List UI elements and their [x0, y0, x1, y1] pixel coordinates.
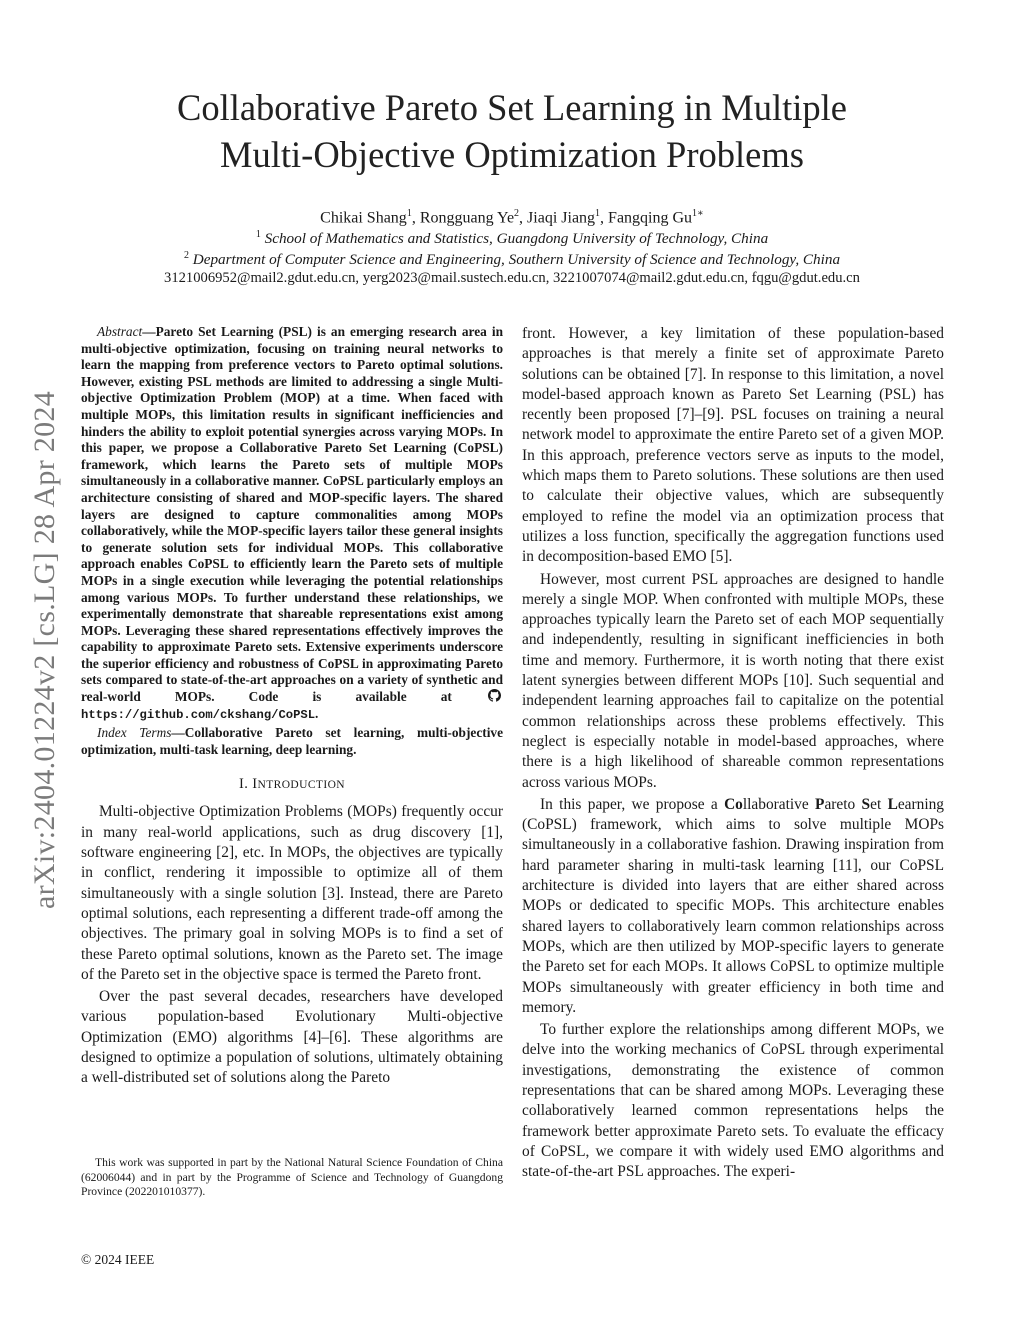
copsl-intro-paragraph	[522, 795, 944, 1018]
copsl-text: In this paper, we propose a	[540, 795, 725, 813]
abstract-text: —Pareto Set Learning (PSL) is an emerging research area in multi-objective optimization, focusing on training neural networks to learn the mapping from preference vectors to Pareto optimal solutions. However, existing PSL methods are limited to addressing a single Multi-objective Optimization Problem (MOP) at a time. When faced with multiple MOPs, this limitation results in significant inefficiencies and hinders the ability to exploit potential synergies across varying MOPs. In this paper, we propose a Collaborative Pareto Set Learning (CoPSL) framework, which learns the Pareto sets of multiple MOPs simultaneously in a collaborative manner. CoPSL particularly employs an architecture consisting of shared and MOP-specific layers. The shared layers are designed to capture commonalities among MOPs collaboratively, while the MOP-specific layers tailor these general insights to generate solution sets for individual MOPs. This collaborative approach enables CoPSL to efficiently learn the Pareto sets of multiple MOPs in a single execution while leveraging the potential relationships among various MOPs. To further understand these relationships, we experimentally demonstrate that shareable representations exist among MOPs. Leveraging these shared representations effectively improves the capability to approximate Pareto sets. Extensive experiments underscore the superior efficiency and robustness of CoPSL in approximating Pareto sets compared to state-of-the-art approaches on a variety of synthetic and real-world MOPs. Code is available at	[81, 324, 503, 705]
abstract	[81, 324, 503, 723]
author-sup: 1	[595, 208, 601, 219]
body-paragraph: front. However, a key limitation of these population-based approaches is that merely a finite set of approximate Pareto solutions can be obtained [7]. In response to this limitation, a novel model-based approach known as Pareto Set Learning (PSL) has recently been proposed [7]–[9]. PSL focuses on training a neural network model to approximate the entire Pareto set of a given MOP. In this approach, preference vectors serve as inputs to the model, which maps them to Pareto solutions. These solutions are then used to calculate their objective values, which are subsequently employed to refine the model via an optimization process that utilizes a loss function, specifically the aggregation functions used in decomposition-based EMO [5].	[522, 325, 944, 566]
author-name: Rongguang Ye	[419, 209, 515, 227]
affiliation-2-text: Department of Computer Science and Engineering, Southern University of Science and Technology, China	[192, 251, 841, 269]
intro-paragraph: Multi-objective Optimization Problems (MOPs) frequently occur in many real-world applications, such as drug discovery [1], software engineering [2], etc. In MOPs, the objectives are typically in conflict, rendering it impossible to optimize all of them simultaneously with a single solution [3]. Instead, there are Pareto optimal solutions, each representing a different trade-off among the objectives. The primary goal in solving MOPs is to find a set of these Pareto optimal solutions, known as the Pareto set. The image of the Pareto set in the objective space is termed the Pareto front.	[81, 803, 503, 983]
copsl-text: areto	[824, 795, 862, 813]
author-name: Jiaqi Jiang	[527, 209, 596, 227]
arxiv-stamp	[20, 350, 70, 950]
affiliation-1-text: School of Mathematics and Statistics, Guangdong University of Technology, China	[264, 230, 769, 248]
body-paragraph: To further explore the relationships among different MOPs, we delve into the working mechanics of CoPSL through experimental investigations, demonstrating the existence of common representations that can be shared among MOPs. Leveraging these collaboratively learned common representations helps the framework better approximate Pareto sets. To evaluate the efficacy of CoPSL, we compare it with widely used EMO algorithms and state-of-the-art PSL approaches. The experi-	[522, 1021, 944, 1181]
index-text: —Collaborative Pareto set learning, multi-objective optimization, multi-task learning, deep learning.	[81, 725, 503, 757]
copsl-bold: S	[861, 795, 871, 813]
author-sup: 1	[406, 208, 412, 219]
copsl-bold: P	[815, 795, 825, 813]
title-line-1: Collaborative Pareto Set Learning in Multiple	[176, 87, 848, 128]
intro-paragraph: Over the past several decades, researchers have developed various population-based Evolutionary Multi-objective Optimization (EMO) algorithms [4]–[6]. These algorithms are designed to optimize a population of solutions, ultimately obtaining a well-distributed set of solutions along the Pareto	[81, 988, 503, 1087]
title-line-2: Multi-Objective Optimization Problems	[220, 134, 804, 175]
affiliation-2-sup: 2	[183, 250, 189, 261]
code-url-end: .	[315, 705, 319, 721]
left-column	[81, 324, 503, 1091]
author-sup: 1∗	[692, 208, 704, 219]
author-sup: 2	[514, 208, 520, 219]
right-column	[522, 324, 944, 1184]
copyright-notice: © 2024 IEEE	[81, 1252, 155, 1267]
copsl-text: earning (CoPSL) framework, which aims to solve multiple MOPs simultaneously in a collaborative fashion. Drawing inspiration from hard parameter sharing in multi-task learning [11], our CoPSL architecture is divided into layers that are either shared across MOPs or dedicated to specific MOPs. This architecture enables shared layers to collaboratively learn common relationships across MOPs, which are then utilized by MOP-specific layers to generate the Pareto set for each MOPs. It allows CoPSL to optimize multiple MOPs simultaneously with greater efficiency in both time and memory.	[522, 795, 944, 1016]
arxiv-stamp-text: arXiv:2404.01224v2 [cs.LG] 28 Apr 2024	[28, 390, 61, 910]
copsl-text: et	[870, 795, 888, 813]
body-paragraph: However, most current PSL approaches are designed to handle merely a single MOP. When confronted with multiple MOPs, these approaches typically learn the Pareto set of each MOP sequentially and independently, resulting in significant inefficiencies in both time and memory. Furthermore, it is worth noting that there exist latent synergies between different MOPs [10]. Such sequential and independent learning approaches fail to capitalize on the potential common relationships across these problems effectively. This neglect is especially notable in model-based approaches, where there is a high likelihood of shareable common representations across various MOPs.	[522, 570, 944, 791]
author-list: Chikai Shang$^1$, Rongguang Ye$^2$, Jiaqi Jiang$^1$, Fangqing $Gu^{1∗}$	[320, 208, 704, 227]
affiliation-2	[60, 246, 964, 270]
index-terms	[81, 725, 503, 758]
index-label: Index Terms	[97, 725, 172, 741]
author-emails: 3121006952@mail2.gdut.edu.cn, yerg2023@mail.sustech.edu.cn, 3221007074@mail2.gdut.edu.cn, fqgu@gdut.edu.cn	[164, 270, 860, 286]
copsl-bold: Co	[724, 795, 743, 813]
copsl-bold: L	[887, 795, 898, 813]
abstract-label: Abstract	[97, 324, 143, 339]
author-name: Chikai Shang	[320, 209, 407, 227]
code-url-link[interactable]: https://github.com/ckshang/CoPSL	[81, 707, 316, 722]
paper-title	[80, 84, 944, 178]
affiliation-1-sup: 1	[255, 229, 261, 240]
github-icon	[488, 689, 501, 702]
copsl-text: llaborative	[742, 795, 816, 813]
section-heading: I. INTRODUCTION	[239, 776, 345, 793]
funding-footnote: This work was supported in part by the National Natural Science Foundation of China (62006044) and in part by the Programme of Science and Technology of Guangdong Province (202201010377).	[81, 1156, 503, 1199]
author-name: Fangqing Gu	[608, 209, 693, 227]
